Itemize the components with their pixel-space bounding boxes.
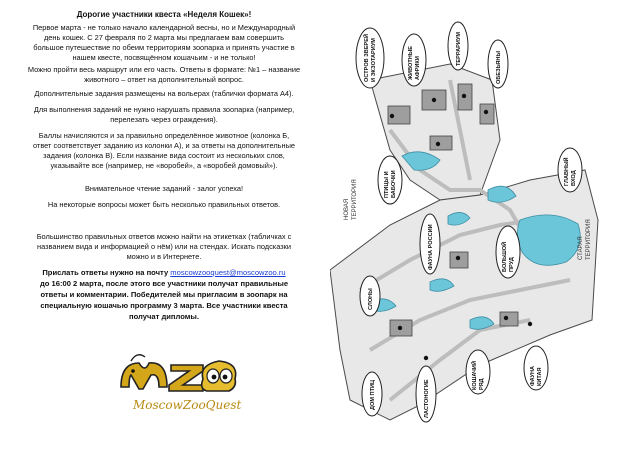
rules-line-1: Для выполнения заданий не нужно нарушать правила зоопарка (например, (33, 105, 295, 114)
map-label-fauna-rossii (420, 214, 440, 274)
marker (432, 98, 436, 102)
svg-text:СТАРАЯ: СТАРАЯ (578, 236, 584, 260)
marker (424, 356, 428, 360)
submit-line-1: до 16:00 2 марта, после этого все участники получат правильные (39, 279, 289, 288)
scoring-line-3: задания (колонка В). Если название вида состоит из нескольких слов, (43, 151, 285, 160)
email-link[interactable]: moscowzooquest@moscowzoo.ru (170, 268, 286, 277)
submit-line-3: специальную кошачью программу 3 марта. Все участники квеста (40, 301, 288, 310)
svg-text:АФРИКИ: АФРИКИ (415, 56, 421, 80)
multiple-answers-note: На некоторые вопросы может быть несколько правильных ответов. (47, 200, 281, 209)
scoring-line-2: ответ соответствует заданию из колонки А), и за ответы на дополнительные (32, 141, 296, 150)
sources-line-2: названием вида и информацией о нём) или на стендах. Искать подсказки (37, 242, 291, 251)
logo-mark (121, 355, 236, 391)
mzq-logo (111, 345, 251, 419)
intro-line-4: нашем квесте, посвящённом кошачьим - и не только! (72, 53, 256, 62)
submit-prefix: Прислать ответы нужно на почту (42, 268, 169, 277)
scoring-line-4: указывайте все (например, не «воробей», а «воробей домовый»). (50, 161, 278, 170)
svg-text:ТЕРРИТОРИЯ: ТЕРРИТОРИЯ (586, 219, 592, 260)
scoring-line-1: Баллы начисляются и за правильно определённое животное (колонка Б, (38, 131, 290, 140)
svg-text:ТЕРРАРИУМ: ТЕРРАРИУМ (456, 31, 462, 66)
map-label-lastonogie (416, 366, 436, 422)
sources-line-1: Большинство правильных ответов можно найти на этикетках (табличках с (36, 232, 292, 241)
map-label-fauna-kitaya (524, 346, 548, 390)
svg-text:ВХОД: ВХОД (571, 170, 577, 186)
submit-first-line (8, 268, 320, 278)
svg-text:ПРУД: ПРУД (509, 257, 515, 272)
map-label-prud (496, 226, 520, 278)
svg-text:ГЛАВНЫЙ: ГЛАВНЫЙ (564, 157, 570, 186)
logo-caption: MoscowZooQuest (133, 398, 242, 412)
map-label-ostrov (356, 28, 384, 88)
svg-text:КОШАЧИЙ: КОШАЧИЙ (472, 361, 478, 390)
intro-line-3: большое путешествие по обеим территориям зоопарка и принять участие в (33, 43, 295, 52)
sources-line-3: можно и в Интернете. (126, 252, 202, 261)
marker (504, 316, 508, 320)
map-label-slony (360, 276, 380, 316)
svg-text:БОЛЬШОЙ: БОЛЬШОЙ (502, 241, 508, 272)
svg-text:ФАУНА: ФАУНА (530, 365, 536, 386)
map-label-dom-ptits (362, 372, 382, 416)
attention-note: Внимательное чтение заданий - залог успеха! (84, 184, 244, 193)
svg-text:СЛОНЫ: СЛОНЫ (368, 288, 374, 310)
map-label-koshachi (466, 350, 490, 394)
marker (528, 322, 532, 326)
svg-text:КИТАЯ: КИТАЯ (537, 367, 543, 386)
map-label-obezyany (488, 40, 508, 88)
territory-new-label (344, 179, 358, 220)
svg-text:ПТИЦЫ И: ПТИЦЫ И (384, 171, 390, 198)
svg-text:НОВАЯ: НОВАЯ (344, 198, 350, 220)
marker (462, 94, 466, 98)
svg-text:ДОМ ПТИЦ: ДОМ ПТИЦ (370, 379, 376, 410)
svg-text:И ЭКЗОТАРИУМ: И ЭКЗОТАРИУМ (371, 38, 377, 82)
map-label-terrarium (448, 22, 468, 70)
svg-text:ФАУНА РОССИИ: ФАУНА РОССИИ (428, 224, 434, 270)
marker (398, 326, 402, 330)
svg-text:БАБОЧКИ: БАБОЧКИ (391, 170, 397, 198)
svg-text:ОБЕЗЬЯНЫ: ОБЕЗЬЯНЫ (496, 51, 502, 84)
marker (390, 114, 394, 118)
svg-text:ЖИВОТНЫЕ: ЖИВОТНЫЕ (408, 46, 414, 80)
rules-line-2: перелезать через ограждения). (110, 115, 218, 124)
zoo-map (330, 20, 630, 440)
intro-line-1: Первое марта - не только начало календарной весны, но и Международный (32, 23, 296, 32)
map-label-ptitsy (378, 156, 402, 204)
svg-text:ТЕРРИТОРИЯ: ТЕРРИТОРИЯ (352, 179, 358, 220)
answers-line-2: животного – ответ на дополнительный вопрос. (84, 75, 244, 84)
extra-tasks-note: Дополнительные задания размещены на вольерах (таблички формата А4). (34, 89, 294, 98)
answers-line-1: Можно пройти весь маршрут или его часть. Ответы в формате: №1 – название (27, 65, 301, 74)
svg-text:ОСТРОВ ЗВЕРЕЙ: ОСТРОВ ЗВЕРЕЙ (364, 33, 370, 82)
marker (436, 142, 440, 146)
quest-title: Дорогие участники квеста «Неделя Кошек»! (76, 10, 252, 19)
svg-text:РЯД: РЯД (479, 378, 485, 390)
intro-line-2: день кошек. С 27 февраля по 2 марта мы предлагаем вам совершить (44, 33, 284, 42)
map-label-vhod (558, 148, 582, 192)
submit-line-2: ответы и комментарии. Победителей мы пригласим в зоопарк на (40, 290, 288, 299)
submit-line-4: получат дипломы. (129, 312, 199, 321)
marker (456, 256, 460, 260)
map-label-afriki (402, 34, 426, 86)
quest-text-column (8, 10, 320, 450)
marker (484, 110, 488, 114)
svg-text:ЛАСТОНОГИЕ: ЛАСТОНОГИЕ (424, 379, 430, 418)
